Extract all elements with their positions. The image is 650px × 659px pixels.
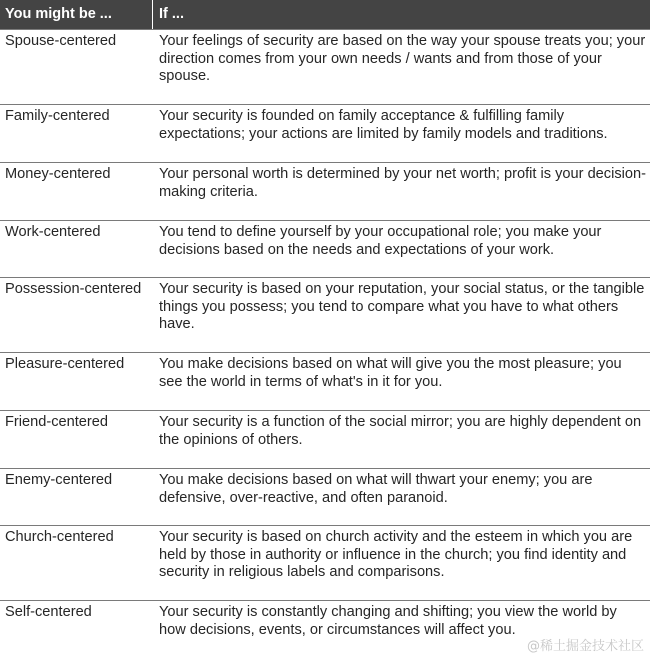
table-header [0, 0, 650, 29]
row-description: Your personal worth is determined by your net worth; profit is your decision-making criteria. [159, 166, 646, 200]
row-description: Your security is a function of the social mirror; you are highly dependent on the opinions of others. [159, 414, 642, 448]
row-term: Enemy-centered [5, 472, 113, 488]
table-row [0, 468, 650, 525]
table-row [0, 525, 650, 600]
row-term: Money-centered [5, 166, 111, 182]
row-term: Family-centered [5, 108, 110, 124]
row-description: You make decisions based on what will give you the most pleasure; you see the world in terms of what's in it for you. [159, 356, 622, 390]
row-term: Friend-centered [5, 414, 109, 430]
row-term: Possession-centered [5, 281, 142, 297]
row-description: Your security is based on church activity and the esteem in which you are held by those in authority or influence in the church; you find identity and security in religious labels and comparisons. [159, 529, 633, 581]
watermark: @稀土掘金技术社区 [526, 639, 644, 654]
table-row [0, 162, 650, 220]
row-description: Your feelings of security are based on the way your spouse treats you; your direction comes from your own needs / wants and from those of your spouse. [159, 33, 646, 85]
table-row [0, 410, 650, 468]
row-description: Your security is based on your reputation, your social status, or the tangible things you possess; you tend to compare what you have to what others have. [159, 281, 645, 333]
row-description: You make decisions based on what will thwart your enemy; you are defensive, over-reactive, and often paranoid. [159, 472, 593, 506]
row-description: Your security is founded on family acceptance & fulfilling family expectations; your actions are limited by family models and traditions. [159, 108, 608, 142]
row-term: Work-centered [5, 224, 101, 240]
row-term: Self-centered [5, 604, 92, 620]
header-if: If ... [159, 6, 184, 22]
header-divider [152, 0, 153, 29]
row-term: Spouse-centered [5, 33, 117, 49]
table-row [0, 104, 650, 162]
table-row [0, 277, 650, 352]
table-row [0, 352, 650, 410]
row-description: You tend to define yourself by your occupational role; you make your decisions based on the needs and expectations of your work. [159, 224, 602, 258]
table-row [0, 220, 650, 277]
row-term: Church-centered [5, 529, 114, 545]
header-you-might-be: You might be ... [5, 6, 112, 22]
table-row [0, 29, 650, 104]
row-term: Pleasure-centered [5, 356, 125, 372]
row-description: Your security is constantly changing and shifting; you view the world by how decisions, events, or circumstances will affect you. [159, 604, 617, 638]
